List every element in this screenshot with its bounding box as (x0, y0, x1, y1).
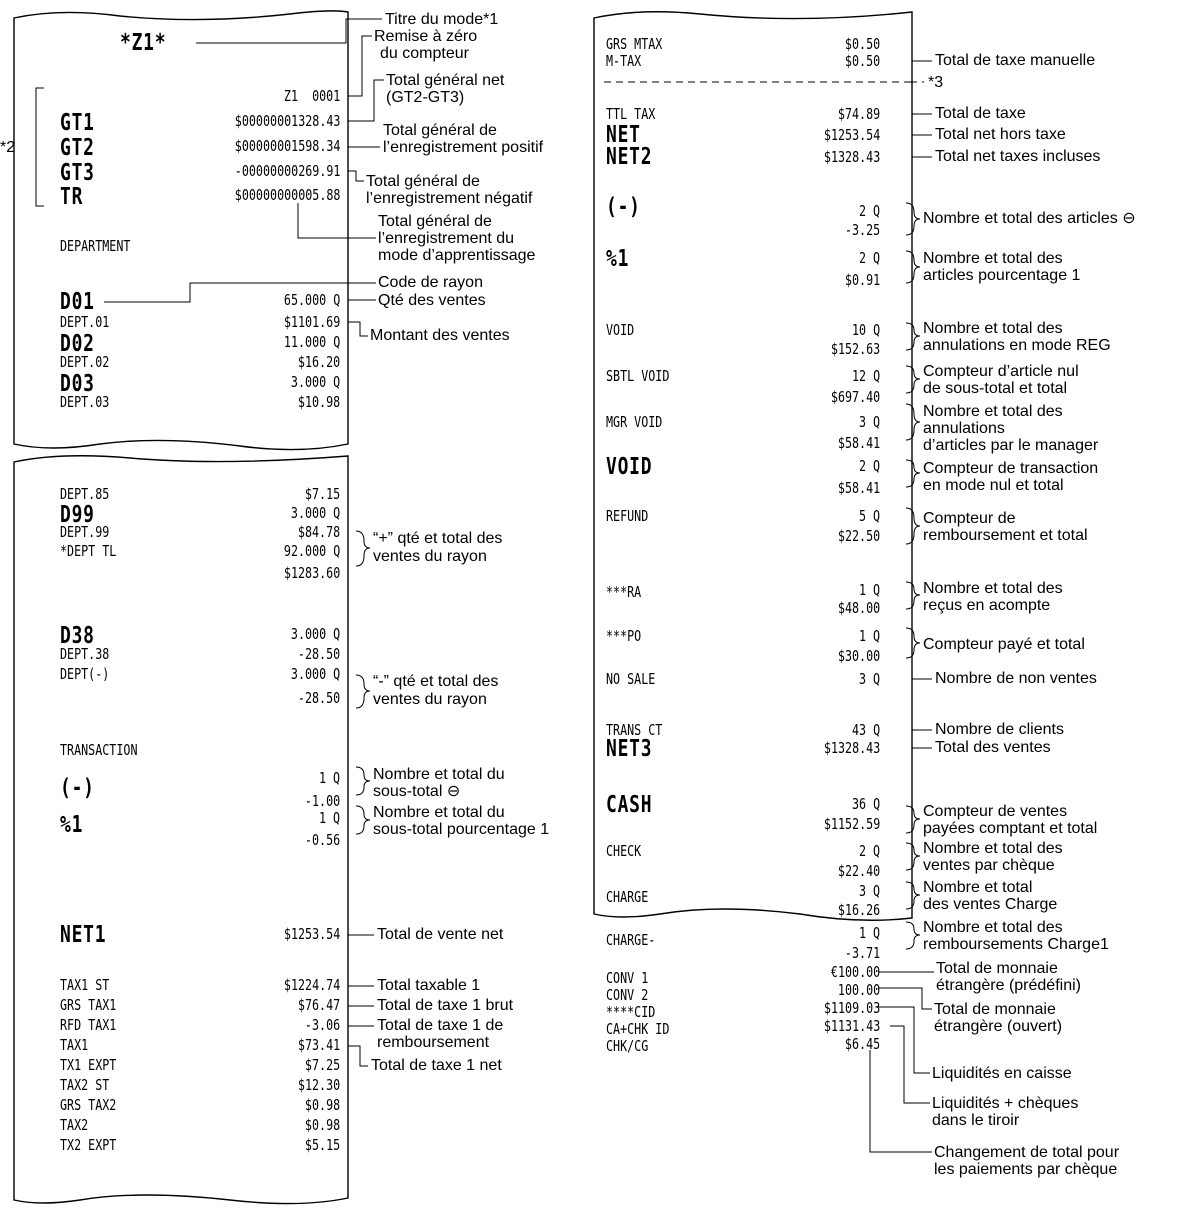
check-qty: 2 Q (858, 842, 880, 860)
ann-gt-neg-1: Total général de (366, 173, 480, 190)
grstax1-value: $76.47 (297, 996, 340, 1014)
chk-cg-value: $6.45 (844, 1035, 880, 1053)
charge-minus-amount: -3.71 (844, 944, 880, 962)
dept-tl-qty: 92.000 Q (283, 542, 340, 560)
items-minus-label: (-) (606, 194, 641, 220)
ann-mgr-void-1: Nombre et total des (923, 403, 1063, 420)
dept-amount-02: $16.20 (297, 353, 340, 371)
ann-cash-2: payées comptant et total (923, 820, 1098, 837)
ann-gross-tax1: Total de taxe 1 brut (377, 997, 514, 1014)
dept-tl-amount: $1283.60 (283, 564, 340, 582)
no-sale-label: NO SALE (606, 670, 656, 688)
tx2expt-label: TX2 EXPT (60, 1136, 117, 1154)
ann-total-tax: Total de taxe (935, 105, 1026, 122)
ttl-tax-label: TTL TAX (606, 105, 656, 123)
dept-qty-d38: 3.000 Q (290, 625, 340, 643)
ann-charge-refund-1: Nombre et total des (923, 919, 1063, 936)
dept85-amount: $7.15 (304, 485, 340, 503)
trans-ct-qty: 43 Q (851, 721, 880, 739)
dept-qty-d02: 11.000 Q (283, 333, 340, 351)
grstax1-label: GRS TAX1 (60, 996, 117, 1014)
refund-amount: $22.50 (837, 527, 880, 545)
no-sale-qty: 3 Q (858, 670, 880, 688)
ann-refund-1: Compteur de (923, 510, 1016, 527)
rfdtax1-label: RFD TAX1 (60, 1016, 117, 1034)
ann-mgr-void-3: d’articles par le manager (923, 437, 1099, 454)
grstax2-label: GRS TAX2 (60, 1096, 117, 1114)
chk-cg-label: CHK/CG (606, 1037, 649, 1055)
mgr-void-qty: 3 Q (858, 413, 880, 431)
dept-code-d03: D03 (60, 371, 95, 397)
ann-net-excl: Total net hors taxe (935, 126, 1066, 143)
ann-gt-neg-2: l’enregistrement négatif (366, 190, 533, 207)
ann-change-2: les paiements par chèque (934, 1161, 1118, 1178)
ann-conv1-1: Total de monnaie (936, 960, 1058, 977)
ann-charge-2: des ventes Charge (923, 896, 1058, 913)
ra-amount: $48.00 (837, 599, 880, 617)
transaction-header: TRANSACTION (60, 741, 138, 759)
ann-star3: *3 (928, 74, 944, 91)
ann-dept-qty: Qté des ventes (378, 292, 486, 309)
ann-change-1: Changement de total pour (934, 1144, 1120, 1161)
conv1-label: CONV 1 (606, 969, 649, 987)
dept38-name: DEPT.38 (60, 645, 110, 663)
void-mode-amount: $58.41 (837, 479, 880, 497)
ann-taxable1: Total taxable 1 (377, 977, 481, 994)
ann-gt-net-1: Total général net (386, 72, 505, 89)
dept99-name: DEPT.99 (60, 523, 110, 541)
dept-code-d01: D01 (60, 289, 95, 315)
ann-dept-code: Code de rayon (378, 274, 483, 291)
dept99-amount: $84.78 (297, 523, 340, 541)
ann-sub-minus-2-text: sous-total (373, 783, 443, 800)
ann-cash-1: Compteur de ventes (923, 803, 1068, 820)
ann-reset-1: Remise à zéro (374, 28, 478, 45)
void-label: VOID (606, 321, 635, 339)
gt3-label: GT3 (60, 160, 95, 186)
items-minus-amount: -3.25 (844, 221, 880, 239)
gt1-value: $00000001328.43 (234, 112, 340, 130)
sub-pct1-label: %1 (60, 812, 84, 838)
gt1-label: GT1 (60, 110, 95, 136)
ann-gt-tr-2: l’enregistrement du (378, 230, 515, 247)
ann-check-1: Nombre et total des (923, 840, 1063, 857)
ann-minus-dept-1: “-” qté et total des (373, 673, 499, 690)
ann-gt-tr-1: Total général de (378, 213, 492, 230)
cash-amount: $1152.59 (823, 815, 880, 833)
ann-sbtl-void-2: de sous-total et total (923, 380, 1068, 397)
receipt-left-top (0, 0, 360, 450)
ann-mgr-void-2: annulations (923, 420, 1005, 437)
dept-code-d99: D99 (60, 502, 95, 528)
star2-mark: *2 (0, 139, 16, 156)
sub-minus-qty: 1 Q (318, 769, 340, 787)
conv2-value: 100.00 (837, 981, 880, 999)
tax2-value: $0.98 (304, 1116, 340, 1134)
ann-mode-title: Titre du mode*1 (385, 11, 499, 28)
ann-net-tax1: Total de taxe 1 net (371, 1057, 502, 1074)
charge-label: CHARGE (606, 888, 649, 906)
dept38-amount: -28.50 (297, 645, 340, 663)
void-qty: 10 Q (851, 321, 880, 339)
sub-minus-label: (-) (60, 775, 95, 801)
dept-code-d02: D02 (60, 331, 95, 357)
charge-minus-label: CHARGE- (606, 931, 656, 949)
trans-ct-label: TRANS CT (606, 721, 663, 739)
dept-name-01: DEPT.01 (60, 313, 110, 331)
circled-minus-icon: ⊖ (446, 783, 461, 800)
dept-name-03: DEPT.03 (60, 393, 110, 411)
m-tax-label: M-TAX (606, 52, 642, 70)
void-amount: $152.63 (830, 340, 880, 358)
ann-void-reg-2: annulations en mode REG (923, 337, 1111, 354)
sbtl-void-qty: 12 Q (851, 367, 880, 385)
ttl-tax-value: $74.89 (837, 105, 880, 123)
ann-refund-tax1-2: remboursement (377, 1034, 490, 1051)
ann-gt-pos-2: l’enregistrement positif (383, 139, 544, 156)
net2-label: NET2 (606, 144, 653, 170)
po-qty: 1 Q (858, 627, 880, 645)
charge-qty: 3 Q (858, 882, 880, 900)
net-value: $1253.54 (823, 126, 880, 144)
ann-conv1-2: étrangère (prédéfini) (936, 977, 1081, 994)
ann-gt-tr-3: mode d’apprentissage (378, 247, 536, 264)
tx2expt-value: $5.15 (304, 1136, 340, 1154)
dept85-name: DEPT.85 (60, 485, 110, 503)
ra-label: ***RA (606, 583, 642, 601)
ann-sub-pct-1: Nombre et total du (373, 804, 505, 821)
ann-gt-net-2: (GT2-GT3) (386, 89, 465, 106)
po-label: ***PO (606, 627, 642, 645)
ann-manual-tax: Total de taxe manuelle (935, 52, 1096, 69)
tax1st-value: $1224.74 (283, 976, 340, 994)
sub-minus-amount: -1.00 (304, 792, 340, 810)
gt2-value: $00000001598.34 (234, 137, 340, 155)
ann-items-pct-2: articles pourcentage 1 (923, 267, 1081, 284)
tax2-label: TAX2 (60, 1116, 89, 1134)
dept-qty-d03: 3.000 Q (290, 373, 340, 391)
check-label: CHECK (606, 842, 642, 860)
ann-check-2: ventes par chèque (923, 857, 1055, 874)
gt3-value: -00000000269.91 (234, 162, 340, 180)
ra-qty: 1 Q (858, 581, 880, 599)
check-amount: $22.40 (837, 862, 880, 880)
ann-items-minus (923, 210, 1136, 227)
tx1expt-value: $7.25 (304, 1056, 340, 1074)
ann-refund-tax1-1: Total de taxe 1 de (377, 1017, 504, 1034)
dept-name-02: DEPT.02 (60, 353, 110, 371)
cid-value: $1109.03 (823, 999, 880, 1017)
ann-dept-amount: Montant des ventes (370, 327, 510, 344)
tr-label: TR (60, 184, 84, 210)
dept-minus-qty: 3.000 Q (290, 665, 340, 683)
sbtl-void-label: SBTL VOID (606, 367, 670, 385)
net1-label: NET1 (60, 922, 107, 948)
items-pct1-label: %1 (606, 246, 630, 272)
ann-conv2-1: Total de monnaie (934, 1001, 1056, 1018)
ann-refund-2: remboursement et total (923, 527, 1088, 544)
ann-cash-checks-2: dans le tiroir (932, 1112, 1020, 1129)
grs-mtax-value: $0.50 (844, 35, 880, 53)
mgr-void-amount: $58.41 (837, 434, 880, 452)
rfdtax1-value: -3.06 (304, 1016, 340, 1034)
dept-minus-label: DEPT(-) (60, 665, 110, 683)
conv2-label: CONV 2 (606, 986, 649, 1004)
ann-reset-2: du compteur (380, 45, 469, 62)
ann-void-reg-1: Nombre et total des (923, 320, 1063, 337)
ann-sub-pct-2: sous-total pourcentage 1 (373, 821, 550, 838)
ann-no-sale: Nombre de non ventes (935, 670, 1097, 687)
ann-net-sale: Total de vente net (377, 926, 504, 943)
ann-gt-pos-1: Total général de (383, 122, 497, 139)
net2-value: $1328.43 (823, 148, 880, 166)
ann-sub-minus-1: Nombre et total du (373, 766, 505, 783)
tax1-value: $73.41 (297, 1036, 340, 1054)
tx1expt-label: TX1 EXPT (60, 1056, 117, 1074)
grstax2-value: $0.98 (304, 1096, 340, 1114)
void-mode-qty: 2 Q (858, 457, 880, 475)
tax2st-label: TAX2 ST (60, 1076, 110, 1094)
grs-mtax-label: GRS MTAX (606, 35, 663, 53)
cash-label: CASH (606, 792, 653, 818)
gt2-label: GT2 (60, 135, 95, 161)
ann-plus-dept-1: “+” qté et total des (373, 530, 503, 547)
ann-charge-1: Nombre et total (923, 879, 1033, 896)
void-mode-label: VOID (606, 454, 653, 480)
dept-qty-d99: 3.000 Q (290, 504, 340, 522)
ann-conv2-2: étrangère (ouvert) (934, 1018, 1063, 1035)
ann-sbtl-void-1: Compteur d’article nul (923, 363, 1079, 380)
net1-value: $1253.54 (283, 925, 340, 943)
items-minus-qty: 2 Q (858, 202, 880, 220)
dept-code-d38: D38 (60, 623, 95, 649)
ann-items-minus-text: Nombre et total des articles (923, 210, 1118, 227)
ann-ra-2: reçus en acompte (923, 597, 1051, 614)
ann-customers: Nombre de clients (935, 721, 1064, 738)
circled-minus-icon: ⊖ (1122, 210, 1136, 227)
ann-sub-minus-2 (373, 783, 460, 800)
items-pct1-qty: 2 Q (858, 249, 880, 267)
dept-amount-01: $1101.69 (283, 313, 340, 331)
ann-void-mode-1: Compteur de transaction (923, 460, 1099, 477)
ca-chk-label: CA+CHK ID (606, 1020, 670, 1038)
ann-items-pct-1: Nombre et total des (923, 250, 1063, 267)
ann-total-sales: Total des ventes (935, 739, 1051, 756)
cash-qty: 36 Q (851, 795, 880, 813)
cid-label: ****CID (606, 1003, 656, 1021)
mode-title-print: *Z1* (120, 30, 167, 56)
refund-qty: 5 Q (858, 507, 880, 525)
receipt-left-bottom (0, 450, 360, 1210)
tax1st-label: TAX1 ST (60, 976, 110, 994)
m-tax-value: $0.50 (844, 52, 880, 70)
ann-po: Compteur payé et total (923, 636, 1085, 653)
charge-amount: $16.26 (837, 901, 880, 919)
sub-pct1-amount: -0.56 (304, 831, 340, 849)
ann-cash-in-drawer: Liquidités en caisse (932, 1065, 1072, 1082)
ann-net-incl: Total net taxes incluses (935, 148, 1101, 165)
ann-ra-1: Nombre et total des (923, 580, 1063, 597)
refund-label: REFUND (606, 507, 649, 525)
ann-void-mode-2: en mode nul et total (923, 477, 1064, 494)
charge-minus-qty: 1 Q (858, 924, 880, 942)
sub-pct1-qty: 1 Q (318, 809, 340, 827)
ann-charge-refund-2: remboursements Charge1 (923, 936, 1109, 953)
conv1-value: €100.00 (830, 963, 880, 981)
ann-cash-checks-1: Liquidités + chèques (932, 1095, 1079, 1112)
tax2st-value: $12.30 (297, 1076, 340, 1094)
net3-label: NET3 (606, 736, 653, 762)
tr-value: $00000000005.88 (234, 186, 340, 204)
department-header: DEPARTMENT (60, 237, 131, 255)
dept-qty-d01: 65.000 Q (283, 291, 340, 309)
net3-value: $1328.43 (823, 739, 880, 757)
dept-tl-label: *DEPT TL (60, 542, 117, 560)
items-pct1-amount: $0.91 (844, 271, 880, 289)
po-amount: $30.00 (837, 647, 880, 665)
ann-minus-dept-2: ventes du rayon (373, 691, 487, 708)
mgr-void-label: MGR VOID (606, 413, 663, 431)
counter-print: Z1 0001 (283, 87, 340, 105)
dept-minus-amount: -28.50 (297, 689, 340, 707)
receipt-right (580, 0, 920, 1055)
net-label: NET (606, 122, 641, 148)
sbtl-void-amount: $697.40 (830, 388, 880, 406)
dept-amount-03: $10.98 (297, 393, 340, 411)
ca-chk-value: $1131.43 (823, 1017, 880, 1035)
ann-plus-dept-2: ventes du rayon (373, 548, 487, 565)
tax1-label: TAX1 (60, 1036, 89, 1054)
